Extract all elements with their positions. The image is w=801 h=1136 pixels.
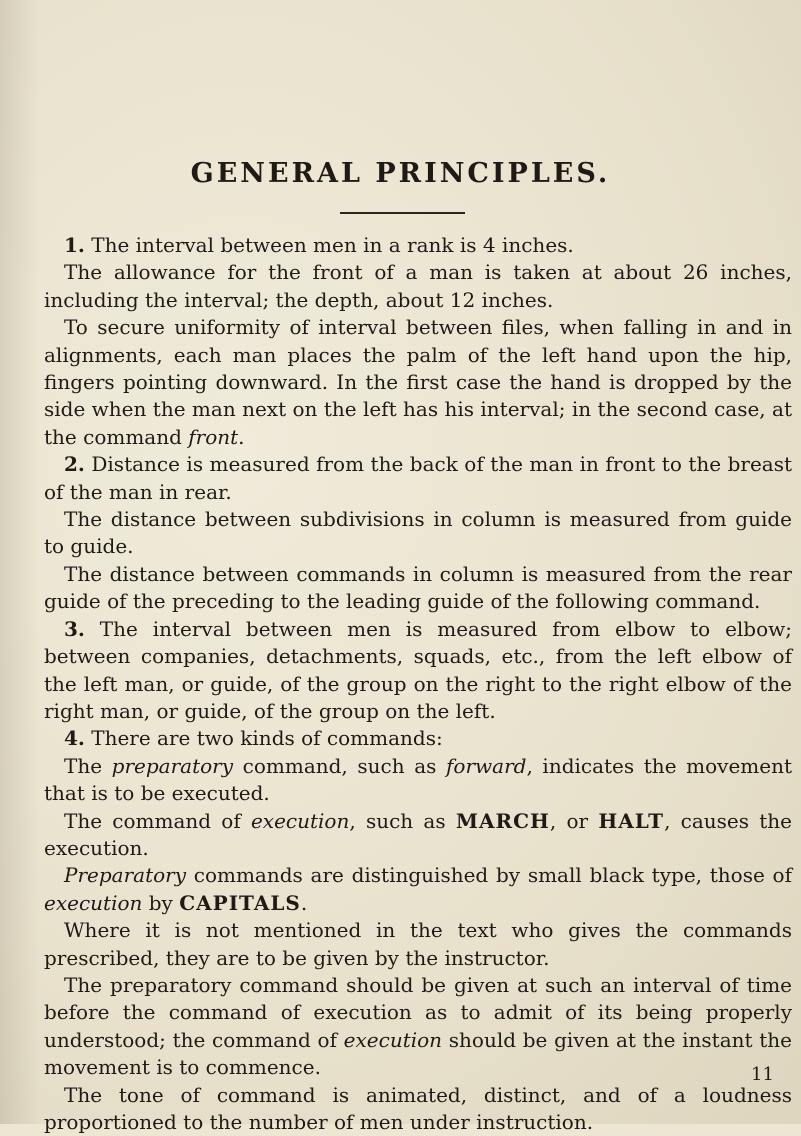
paragraph-11 [44,862,792,917]
italic-term: forward [446,753,527,778]
paragraph-text: The interval between men in a rank is 4 inches. [91,233,574,257]
paragraph-6 [44,561,792,616]
paragraph-text: Where it is not mentioned in the text who gives the commands prescribed, they are to be given by the instructor. [44,918,792,970]
paragraph-7 [44,616,792,726]
paragraph-text: The allowance for the front of a man is taken at about 26 inches, including the interval; the depth, about 12 inches. [44,260,792,312]
paragraph-12 [44,917,792,972]
title-rule [340,212,465,214]
paragraph-8 [44,725,792,752]
italic-term: execution [343,1027,443,1052]
paragraph-5 [44,506,792,561]
paragraph-text: , indicates the movement that is to be executed. [44,753,792,806]
command-caps: CAPITALS [179,890,301,915]
paragraph-text: The preparatory command should be given at such an interval of time before the command of execution as to admit of its being properly understood; the command of [44,972,792,1052]
paragraph-text: Distance is measured from the back of the man in front to the breast of the man in rear. [44,452,793,504]
paragraph-text: To secure uniformity of interval between files, when falling in and in alignments, each man places the palm of the left hand upon the hip, fingers pointing downward. In the first case the hand is dropped by the side when the man next on the left has his interval; in the second case, at the command [44,315,792,449]
paragraph-1 [44,232,792,259]
paragraph-text: . [300,890,308,915]
section-number: 3. [64,616,85,641]
body-text [44,232,792,1136]
section-number: 2. [64,452,85,477]
paragraph-14 [44,1082,792,1136]
italic-term: execution [250,808,350,833]
paragraph-text: commands are distinguished by small black type, those of [186,863,792,888]
paragraph-text: The [64,753,112,778]
paragraph-text: The tone of command is animated, distinct, and of a loudness proportioned to the number of men under instruction. [44,1082,792,1134]
paragraph-13 [44,972,792,1082]
italic-term: execution [44,890,143,915]
page-title: GENERAL PRINCIPLES. [190,158,611,189]
paragraph-2 [44,259,792,314]
paragraph-3 [44,314,792,451]
paragraph-4 [44,451,792,506]
paragraph-text: . [238,424,245,449]
italic-term: preparatory [111,753,234,778]
paragraph-10 [44,808,792,863]
paragraph-text: , or [549,808,599,833]
paragraph-text: , causes the execution. [44,808,792,860]
paragraph-text: should be given at the instant the movement is to commence. [44,1027,792,1080]
page-number: 11 [751,1064,774,1085]
paragraph-text: The distance between subdivisions in column is measured from guide to guide. [44,507,792,559]
section-number: 4. [64,726,85,751]
italic-term: front [188,424,239,449]
paragraph-text: by [142,890,180,915]
paragraph-9 [44,753,792,808]
section-number: 1. [64,233,85,257]
paragraph-text: The command of [64,808,251,833]
paragraph-text: There are two kinds of commands: [91,726,443,751]
paragraph-text: , such as [349,808,456,833]
italic-term: Preparatory [64,863,187,888]
paragraph-text: The distance between commands in column is measured from the rear guide of the preceding to the leading guide of the following command. [44,561,792,614]
command-caps: HALT [598,808,665,833]
paragraph-text: The interval between men is measured from elbow to elbow; between companies, detachments, squads, etc., from the left elbow of the left man, or guide, of the group on the right to the right elbow of the right man, or guide, of the group on the left. [44,616,793,723]
command-caps: MARCH [455,808,550,833]
paragraph-text: command, such as [233,753,447,778]
